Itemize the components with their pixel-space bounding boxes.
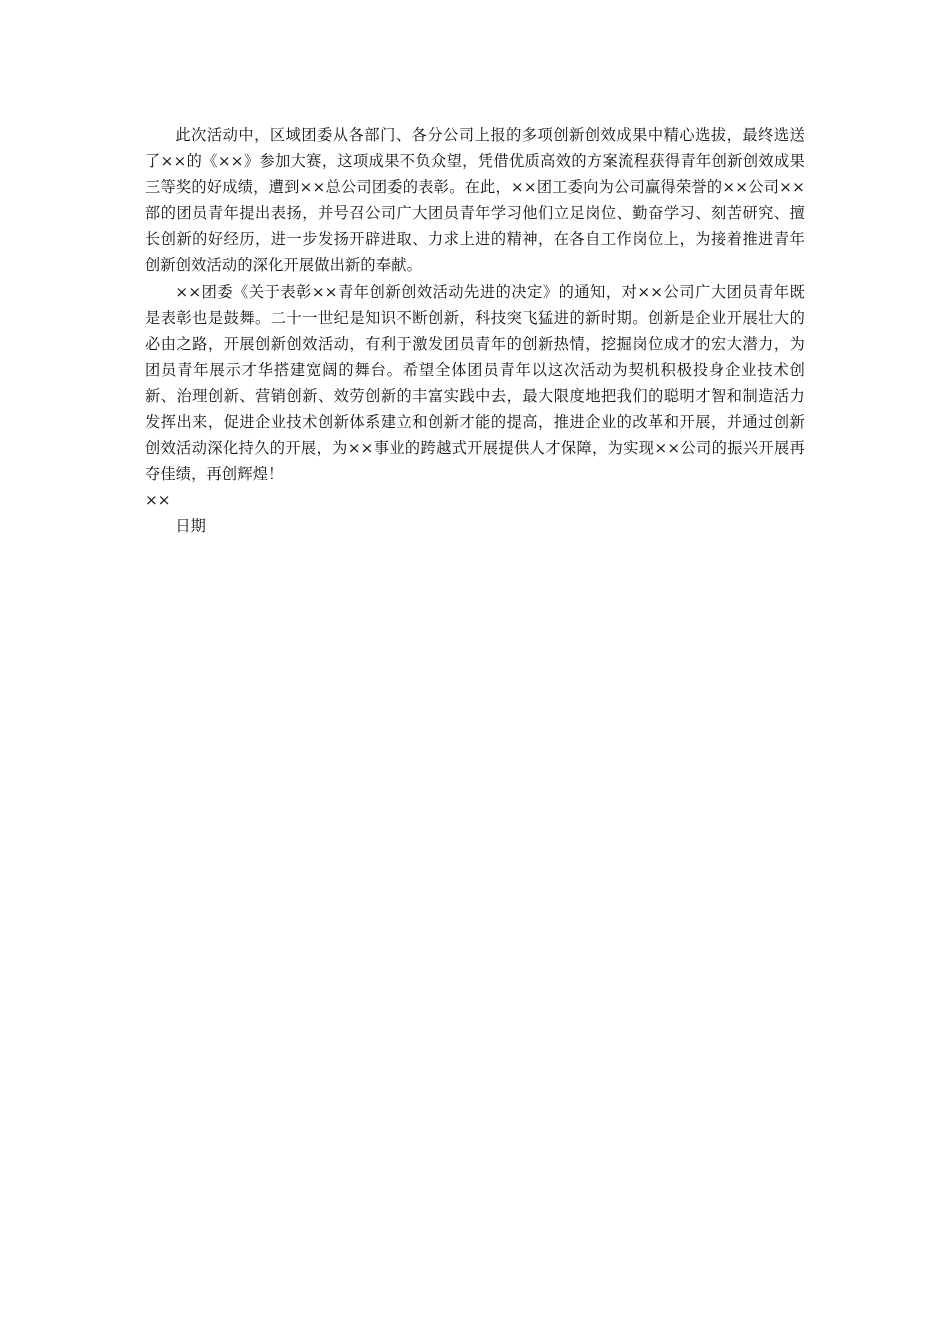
- paragraph-commendation: 此次活动中，区域团委从各部门、各分公司上报的多项创新创效成果中精心选拔，最终选送了××的《××》参加大赛，这项成果不负众望，凭借优质高效的方案流程获得青年创新创效成果三等奖的好成绩，遭到××总公司团委的表彰。在此，××团工委向为公司赢得荣誉的××公司××部的团员青年提出表扬，并号召公司广大团员青年学习他们立足岗位、勤奋学习、刻苦研究、擅长创新的好经历，进一步发扬开辟进取、力求上进的精神，在各自工作岗位上，为接着推进青年创新创效活动的深化开展做出新的奉献。: [145, 126, 805, 275]
- paragraph-encouragement: ××团委《关于表彰××青年创新创效活动先进的决定》的通知，对××公司广大团员青年既是表彰也是鼓舞。二十一世纪是知识不断创新，科技突飞猛进的新时期。创新是企业开展壮大的必由之路，开展创新创效活动，有利于激发团员青年的创新热情，挖掘岗位成才的宏大潜力，为团员青年展示才华搭建宽阔的舞台。希望全体团员青年以这次活动为契机积极投身企业技术创新、治理创新、营销创新、效劳创新的丰富实践中去，最大限度地把我们的聪明才智和制造活力发挥出来，促进企业技术创新体系建立和创新才能的提高，推进企业的改革和开展，并通过创新创效活动深化持久的开展，为××事业的跨越式开展提供人才保障，为实现××公司的振兴开展再夺佳绩，再创辉煌！: [145, 282, 805, 484]
- date-line: 日期: [175, 517, 206, 536]
- document-page: [145, 122, 805, 539]
- signer: ××: [145, 491, 171, 510]
